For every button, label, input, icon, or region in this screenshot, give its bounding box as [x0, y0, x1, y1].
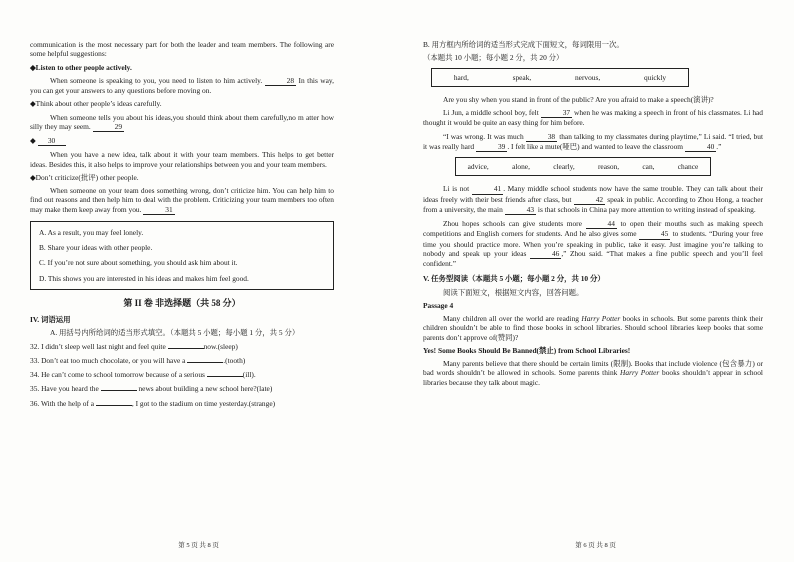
part-2-title: 第 II 卷 非选择题（共 58 分）	[123, 297, 241, 308]
tip-1: ◆Listen to other people actively.	[30, 62, 132, 72]
answer-32[interactable]	[168, 348, 204, 349]
blank-40[interactable]: 40	[685, 142, 716, 152]
word-quickly: quickly	[643, 72, 667, 82]
para-4: Li is not 41 . Many middle school students now have the same trouble. They can talk about their ideas freely with their best friends after class, but 42 speak in public. According to Zhou Hong, a teacher from a university, the main 43 is that schools in China pay more attention to writing instead of speaking.	[423, 184, 763, 214]
tip-1-text: When someone is speaking to you, you need to listen to him actively. 28 In this way, you can get your answers to any questions before moving on.	[30, 75, 334, 95]
answer-33[interactable]	[187, 362, 223, 363]
blank-41[interactable]: 41	[472, 184, 503, 194]
section-5-title: V. 任务型阅读（本题共 5 小题；每小题 2 分，共 10 分）	[423, 274, 605, 284]
right-column	[423, 40, 763, 391]
tip-4: ◆Don’t criticize(批评) other people.	[30, 172, 139, 182]
passage-para-2: Many parents believe that there should be certain limits (限制). Books that include violence (包含暴力) or bad words shouldn’t be allowed in schools. Some parents think Harry Potter books shouldn’t appear in school libraries because they talk about magic.	[423, 359, 763, 387]
intro-text: communication is the most necessary part for both the leader and team members. The following are some helpful suggestions:	[30, 40, 334, 59]
tip-4-text: When someone on your team does something wrong, don’t criticize him. You can help him to find out reasons and then help him to deal with the problem. Criticizing your team members too often may make them keep away from you. 31	[30, 186, 334, 214]
question-33: 33. Don’t eat too much chocolate, or you will have a .(tooth)	[30, 355, 246, 365]
fill-in-questions	[30, 342, 334, 408]
section-4-title: IV. 词语运用	[30, 315, 71, 324]
tip-3: ◆ 30	[30, 136, 334, 146]
answer-34[interactable]	[207, 376, 243, 377]
option-a: A. As a result, you may feel lonely.	[39, 227, 144, 237]
word-box-1	[431, 68, 689, 87]
para-1: Are you shy when you stand in front of the public? Are you afraid to make a speech(演讲)?	[443, 94, 714, 104]
para-3: “I was wrong. It was much 38 than talking to my classmates during playtime,” Li said. “I tried, but it was really hard 39 . I felt like a mute(哑巴) and wanted to leave the classroom 40 .”	[423, 131, 763, 151]
passage-label: Passage 4	[423, 300, 454, 310]
question-32: 32. I didn’t sleep well last night and feel quite now.(sleep)	[30, 341, 238, 351]
page-6	[397, 0, 794, 562]
word-speak: speak,	[512, 72, 532, 82]
answer-36[interactable]	[96, 405, 132, 406]
option-b: B. Share your ideas with other people.	[39, 243, 153, 252]
para-5: Zhou hopes schools can give students more 44 to open their mouths such as making speech competitions and English corners for students. And he also gives some 45 to students. “During your free time you should practice more. When you’re speaking in public, take it easy. Just imagine you’re talking to nobody and speak up your ideas 46 ,” Zhou said. “That makes a fine public speech and you’ll feel confident.”	[423, 219, 763, 268]
answer-35[interactable]	[101, 390, 137, 391]
word-reason: reason,	[597, 162, 620, 171]
word-advice: advice,	[467, 162, 489, 171]
question-34: 34. He can’t come to school tomorrow because of a serious (ill).	[30, 370, 256, 379]
blank-37[interactable]: 37	[541, 108, 572, 118]
blank-39[interactable]: 39	[476, 142, 507, 152]
word-nervous: nervous,	[574, 72, 601, 82]
word-chance: chance	[677, 162, 699, 171]
blank-29[interactable]: 29	[93, 122, 124, 132]
option-c: C. If you’re not sure about something, you should ask him about it.	[39, 258, 238, 268]
tip-3-text: When you have a new idea, talk about it with your team members. This helps to get better ideas. Besides this, it also helps to improve your relationships between you and your team members.	[30, 150, 334, 169]
section-b-title: B. 用方框内所给词的适当形式完成下面短文，每词限用一次。	[423, 40, 624, 49]
blank-46[interactable]: 46	[530, 249, 561, 259]
tip-2: ◆Think about other people’s ideas carefully.	[30, 99, 162, 109]
page-footer-6: 第 6 页 共 8 页	[575, 541, 616, 549]
blank-44[interactable]: 44	[586, 219, 617, 229]
option-d: D. This shows you are interested in his ideas and makes him feel good.	[39, 273, 249, 283]
tip-2-text: When someone tells you about his ideas,you should think about them carefully,no m atter how silly they may seem. 29	[30, 112, 334, 131]
question-36: 36. With the help of a , I got to the stadium on time yesterday.(strange)	[30, 398, 276, 408]
word-can: can,	[642, 162, 655, 171]
word-hard: hard,	[453, 72, 469, 82]
blank-45[interactable]: 45	[639, 229, 670, 239]
section-5-instructions: 阅读下面短文，根据短文内容，回答问题。	[443, 287, 584, 297]
question-35: 35. Have you heard the news about building a new school here?(late)	[30, 384, 273, 394]
word-box-2	[455, 157, 711, 176]
left-column	[30, 40, 334, 413]
para-2: Li Jun, a middle school boy, felt 37 when he was making a speech in front of his classmates. Li had thought it would be quite an easy thing for him before.	[423, 108, 763, 128]
section-b-scoring: （本题共 10 小题；每小题 2 分，共 20 分）	[423, 53, 564, 63]
blank-42[interactable]: 42	[574, 195, 605, 205]
section-4a-instructions: A. 用括号内所给词的适当形式填空。（本题共 5 小题；每小题 1 分，共 5 分）	[50, 328, 300, 338]
options-box	[30, 221, 334, 290]
passage-headline: Yes! Some Books Should Be Banned(禁止) from School Libraries!	[423, 345, 631, 355]
blank-38[interactable]: 38	[526, 132, 557, 142]
word-alone: alone,	[512, 162, 530, 171]
blank-28[interactable]: 28	[265, 76, 296, 86]
passage-para-1: Many children all over the world are reading Harry Potter books in schools. But some parents think their children shouldn’t be able to find those books in school libraries. Should school libraries keep books that some parents don’t approve of(赞同)?	[423, 314, 763, 342]
blank-31[interactable]: 31	[143, 205, 174, 215]
page-footer-5: 第 5 页 共 8 页	[178, 541, 219, 549]
blank-43[interactable]: 43	[505, 205, 536, 215]
blank-30[interactable]: 30	[38, 136, 66, 146]
word-clearly: clearly,	[553, 162, 575, 171]
